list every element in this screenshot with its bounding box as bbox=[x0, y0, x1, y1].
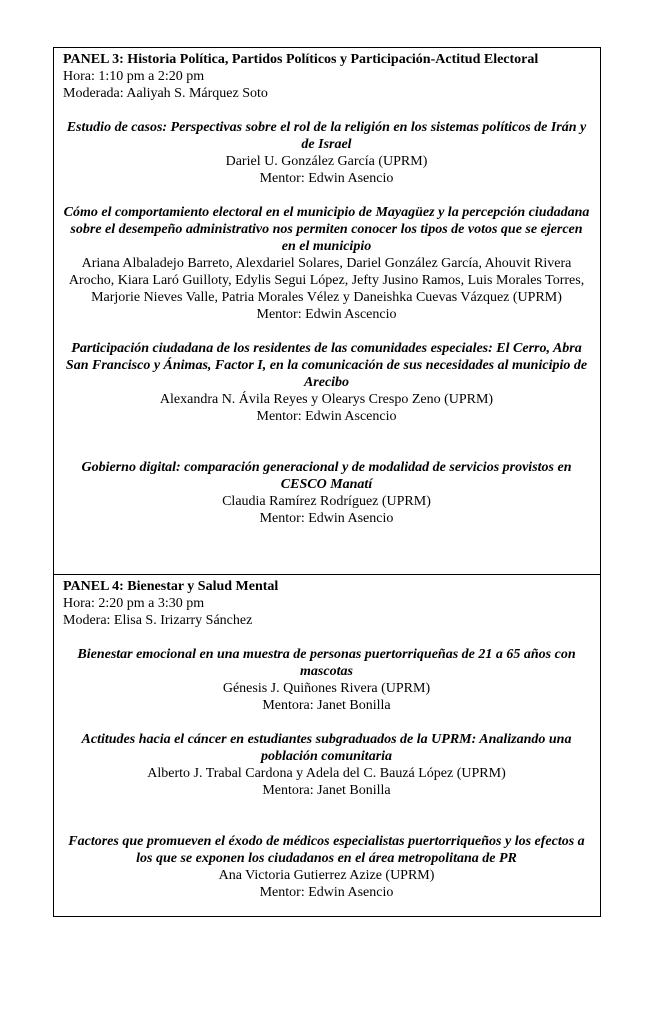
talk-entry bbox=[63, 731, 590, 799]
talk-title: Factores que promueven el éxodo de médicos especialistas puertorriqueños y los efectos a los que se exponen los ciudadanos en el área metropolitana de PR bbox=[68, 834, 585, 866]
talk-mentor: Mentora: Janet Bonilla bbox=[262, 698, 391, 713]
talk-mentor: Mentora: Janet Bonilla bbox=[262, 783, 391, 798]
talk-title: Actitudes hacia el cáncer en estudiantes subgraduados de la UPRM: Analizando una población comunitaria bbox=[81, 732, 572, 764]
panel-time: Hora: 1:10 pm a 2:20 pm bbox=[63, 69, 205, 84]
talk-title: Estudio de casos: Perspectivas sobre el rol de la religión en los sistemas políticos de Irán y de Israel bbox=[66, 120, 587, 152]
talk-authors: Alexandra N. Ávila Reyes y Olearys Crespo Zeno (UPRM) bbox=[159, 392, 494, 407]
panel-section bbox=[54, 574, 600, 916]
talk-mentor: Mentor: Edwin Ascencio bbox=[256, 409, 397, 424]
talk-mentor: Mentor: Edwin Asencio bbox=[259, 885, 394, 900]
talk-authors: Alberto J. Trabal Cardona y Adela del C. Bauzá López (UPRM) bbox=[147, 766, 506, 781]
talk-title: Gobierno digital: comparación generacional y de modalidad de servicios provistos en CESCO Manatí bbox=[81, 460, 572, 492]
panel-moderator: Modera: Elisa S. Irizarry Sánchez bbox=[63, 613, 253, 628]
talk-authors: Ariana Albaladejo Barreto, Alexdariel Solares, Dariel González García, Ahouvit Rivera Arocho, Kiara Laró Guilloty, Edylis Segui López, Jefty Jusino Ramos, Luis Morales Torres, Marjorie Nieves Valle, Patria Morales Vélez y Daneishka Cuevas Vázquez (UPRM) bbox=[68, 256, 585, 305]
panel-title: PANEL 4: Bienestar y Salud Mental bbox=[63, 579, 279, 594]
talk-entry bbox=[63, 646, 590, 714]
talk-entry bbox=[63, 204, 590, 323]
program-table bbox=[53, 47, 601, 917]
panel-time: Hora: 2:20 pm a 3:30 pm bbox=[63, 596, 205, 611]
talk-title: Bienestar emocional en una muestra de personas puertorriqueñas de 21 a 65 años con mascotas bbox=[77, 647, 576, 679]
panel-title: PANEL 3: Historia Política, Partidos Políticos y Participación-Actitud Electoral bbox=[63, 52, 539, 67]
talk-title: Participación ciudadana de los residentes de las comunidades especiales: El Cerro, Abra San Francisco y Ánimas, Factor I, en la comunicación de sus necesidades al municipio de Arecibo bbox=[65, 341, 588, 390]
talk-entry bbox=[63, 119, 590, 187]
talk-entry bbox=[63, 833, 590, 901]
talk-entry bbox=[63, 340, 590, 425]
talk-mentor: Mentor: Edwin Asencio bbox=[259, 171, 394, 186]
panel-section bbox=[54, 48, 600, 574]
talk-entry bbox=[63, 459, 590, 527]
talk-authors: Dariel U. González García (UPRM) bbox=[225, 154, 428, 169]
talk-title: Cómo el comportamiento electoral en el municipio de Mayagüez y la percepción ciudadana sobre el desempeño administrativo nos permiten conocer los tipos de votos que se ejercen en el municipio bbox=[63, 205, 590, 254]
panel-moderator: Moderada: Aaliyah S. Márquez Soto bbox=[63, 86, 268, 101]
talk-mentor: Mentor: Edwin Asencio bbox=[259, 511, 394, 526]
talk-mentor: Mentor: Edwin Ascencio bbox=[256, 307, 397, 322]
talk-authors: Claudia Ramírez Rodríguez (UPRM) bbox=[222, 494, 431, 509]
talk-authors: Ana Victoria Gutierrez Azize (UPRM) bbox=[218, 868, 435, 883]
talk-authors: Génesis J. Quiñones Rivera (UPRM) bbox=[222, 681, 431, 696]
